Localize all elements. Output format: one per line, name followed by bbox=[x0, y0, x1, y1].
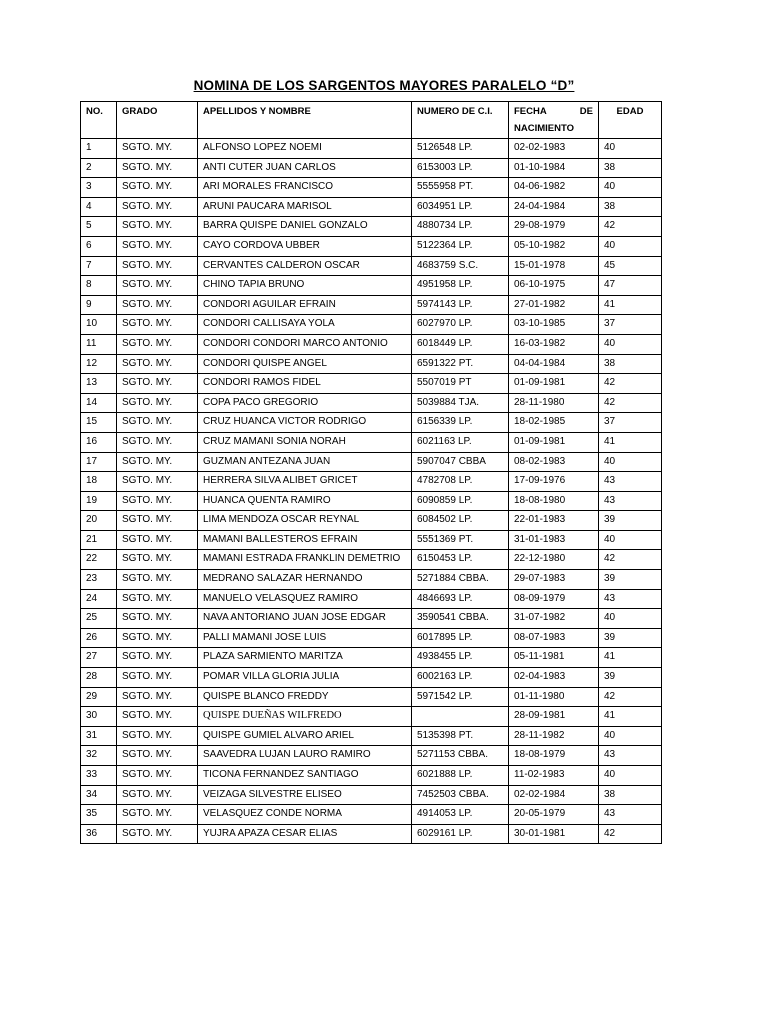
cell-edad: 38 bbox=[599, 354, 662, 374]
cell-edad: 42 bbox=[599, 393, 662, 413]
table-row bbox=[81, 472, 662, 492]
cell-ci bbox=[412, 707, 509, 727]
cell-grado: SGTO. MY. bbox=[117, 374, 198, 394]
cell-nombre: ANTI CUTER JUAN CARLOS bbox=[198, 158, 412, 178]
table-row bbox=[81, 668, 662, 688]
cell-no: 15 bbox=[81, 413, 117, 433]
cell-ci: 5551369 PT. bbox=[412, 530, 509, 550]
cell-no: 20 bbox=[81, 511, 117, 531]
cell-fecha: 02-04-1983 bbox=[509, 668, 599, 688]
table-header-row bbox=[81, 102, 662, 139]
cell-nombre: ALFONSO LOPEZ NOEMI bbox=[198, 139, 412, 159]
cell-nombre: TICONA FERNANDEZ SANTIAGO bbox=[198, 766, 412, 786]
table-row bbox=[81, 393, 662, 413]
cell-nombre: HUANCA QUENTA RAMIRO bbox=[198, 491, 412, 511]
cell-ci: 6002163 LP. bbox=[412, 668, 509, 688]
cell-edad: 43 bbox=[599, 746, 662, 766]
cell-ci: 6084502 LP. bbox=[412, 511, 509, 531]
table-row bbox=[81, 374, 662, 394]
table-row bbox=[81, 746, 662, 766]
cell-no: 36 bbox=[81, 824, 117, 844]
table-row bbox=[81, 178, 662, 198]
table-row bbox=[81, 315, 662, 335]
cell-nombre: CONDORI AGUILAR EFRAIN bbox=[198, 295, 412, 315]
cell-ci: 4846693 LP. bbox=[412, 589, 509, 609]
table-row bbox=[81, 432, 662, 452]
table-row bbox=[81, 766, 662, 786]
cell-ci: 6591322 PT. bbox=[412, 354, 509, 374]
cell-ci: 3590541 CBBA. bbox=[412, 609, 509, 629]
cell-fecha: 05-10-1982 bbox=[509, 236, 599, 256]
cell-no: 5 bbox=[81, 217, 117, 237]
cell-fecha: 28-11-1982 bbox=[509, 726, 599, 746]
table-row bbox=[81, 217, 662, 237]
cell-grado: SGTO. MY. bbox=[117, 197, 198, 217]
cell-grado: SGTO. MY. bbox=[117, 354, 198, 374]
cell-ci: 5122364 LP. bbox=[412, 236, 509, 256]
cell-fecha: 08-09-1979 bbox=[509, 589, 599, 609]
cell-edad: 40 bbox=[599, 726, 662, 746]
cell-nombre: QUISPE GUMIEL ALVARO ARIEL bbox=[198, 726, 412, 746]
header-ci: NUMERO DE C.I. bbox=[412, 102, 509, 139]
cell-edad: 40 bbox=[599, 766, 662, 786]
cell-edad: 41 bbox=[599, 432, 662, 452]
cell-edad: 38 bbox=[599, 158, 662, 178]
table-row bbox=[81, 824, 662, 844]
cell-edad: 37 bbox=[599, 315, 662, 335]
cell-grado: SGTO. MY. bbox=[117, 746, 198, 766]
cell-fecha: 01-11-1980 bbox=[509, 687, 599, 707]
cell-fecha: 22-12-1980 bbox=[509, 550, 599, 570]
cell-ci: 5126548 LP. bbox=[412, 139, 509, 159]
cell-no: 9 bbox=[81, 295, 117, 315]
cell-no: 13 bbox=[81, 374, 117, 394]
cell-no: 3 bbox=[81, 178, 117, 198]
table-row bbox=[81, 570, 662, 590]
cell-fecha: 28-09-1981 bbox=[509, 707, 599, 727]
cell-grado: SGTO. MY. bbox=[117, 570, 198, 590]
cell-no: 19 bbox=[81, 491, 117, 511]
table-row bbox=[81, 609, 662, 629]
cell-grado: SGTO. MY. bbox=[117, 393, 198, 413]
cell-edad: 39 bbox=[599, 570, 662, 590]
table-row bbox=[81, 256, 662, 276]
cell-ci: 4880734 LP. bbox=[412, 217, 509, 237]
cell-ci: 6029161 LP. bbox=[412, 824, 509, 844]
cell-grado: SGTO. MY. bbox=[117, 687, 198, 707]
cell-nombre: PLAZA SARMIENTO MARITZA bbox=[198, 648, 412, 668]
cell-edad: 42 bbox=[599, 687, 662, 707]
cell-grado: SGTO. MY. bbox=[117, 707, 198, 727]
cell-nombre: VEIZAGA SILVESTRE ELISEO bbox=[198, 785, 412, 805]
cell-nombre: HERRERA SILVA ALIBET GRICET bbox=[198, 472, 412, 492]
cell-grado: SGTO. MY. bbox=[117, 315, 198, 335]
cell-nombre: CONDORI CONDORI MARCO ANTONIO bbox=[198, 334, 412, 354]
cell-edad: 40 bbox=[599, 178, 662, 198]
cell-no: 31 bbox=[81, 726, 117, 746]
table-row bbox=[81, 707, 662, 727]
cell-no: 10 bbox=[81, 315, 117, 335]
cell-no: 18 bbox=[81, 472, 117, 492]
cell-grado: SGTO. MY. bbox=[117, 472, 198, 492]
cell-nombre: POMAR VILLA GLORIA JULIA bbox=[198, 668, 412, 688]
cell-no: 2 bbox=[81, 158, 117, 178]
cell-grado: SGTO. MY. bbox=[117, 413, 198, 433]
cell-ci: 5271884 CBBA. bbox=[412, 570, 509, 590]
cell-ci: 5555958 PT. bbox=[412, 178, 509, 198]
table-row bbox=[81, 805, 662, 825]
cell-no: 7 bbox=[81, 256, 117, 276]
cell-edad: 40 bbox=[599, 334, 662, 354]
cell-nombre: QUISPE DUEÑAS WILFREDO bbox=[198, 707, 412, 727]
cell-edad: 40 bbox=[599, 609, 662, 629]
cell-nombre: PALLI MAMANI JOSE LUIS bbox=[198, 628, 412, 648]
cell-edad: 39 bbox=[599, 668, 662, 688]
cell-fecha: 22-01-1983 bbox=[509, 511, 599, 531]
cell-fecha: 31-07-1982 bbox=[509, 609, 599, 629]
cell-edad: 39 bbox=[599, 511, 662, 531]
cell-fecha: 15-01-1978 bbox=[509, 256, 599, 276]
header-nombre: APELLIDOS Y NOMBRE bbox=[198, 102, 412, 139]
cell-nombre: BARRA QUISPE DANIEL GONZALO bbox=[198, 217, 412, 237]
cell-grado: SGTO. MY. bbox=[117, 432, 198, 452]
cell-edad: 38 bbox=[599, 197, 662, 217]
cell-no: 24 bbox=[81, 589, 117, 609]
cell-no: 12 bbox=[81, 354, 117, 374]
cell-nombre: CONDORI QUISPE ANGEL bbox=[198, 354, 412, 374]
cell-fecha: 17-09-1976 bbox=[509, 472, 599, 492]
cell-no: 32 bbox=[81, 746, 117, 766]
cell-edad: 42 bbox=[599, 374, 662, 394]
cell-no: 34 bbox=[81, 785, 117, 805]
cell-no: 35 bbox=[81, 805, 117, 825]
cell-fecha: 04-06-1982 bbox=[509, 178, 599, 198]
cell-ci: 5907047 CBBA bbox=[412, 452, 509, 472]
cell-grado: SGTO. MY. bbox=[117, 511, 198, 531]
cell-nombre: MEDRANO SALAZAR HERNANDO bbox=[198, 570, 412, 590]
cell-fecha: 27-01-1982 bbox=[509, 295, 599, 315]
cell-edad: 41 bbox=[599, 295, 662, 315]
cell-nombre: COPA PACO GREGORIO bbox=[198, 393, 412, 413]
table-body bbox=[81, 139, 662, 844]
cell-fecha: 04-04-1984 bbox=[509, 354, 599, 374]
cell-ci: 6018449 LP. bbox=[412, 334, 509, 354]
cell-ci: 4782708 LP. bbox=[412, 472, 509, 492]
cell-fecha: 31-01-1983 bbox=[509, 530, 599, 550]
table-row bbox=[81, 550, 662, 570]
table-row bbox=[81, 236, 662, 256]
cell-fecha: 01-09-1981 bbox=[509, 432, 599, 452]
cell-ci: 5135398 PT. bbox=[412, 726, 509, 746]
cell-edad: 43 bbox=[599, 589, 662, 609]
cell-ci: 6090859 LP. bbox=[412, 491, 509, 511]
cell-nombre: VELASQUEZ CONDE NORMA bbox=[198, 805, 412, 825]
cell-nombre: YUJRA APAZA CESAR ELIAS bbox=[198, 824, 412, 844]
cell-edad: 42 bbox=[599, 217, 662, 237]
cell-no: 4 bbox=[81, 197, 117, 217]
cell-no: 17 bbox=[81, 452, 117, 472]
cell-grado: SGTO. MY. bbox=[117, 256, 198, 276]
cell-fecha: 29-07-1983 bbox=[509, 570, 599, 590]
header-grado: GRADO bbox=[117, 102, 198, 139]
cell-edad: 39 bbox=[599, 628, 662, 648]
cell-grado: SGTO. MY. bbox=[117, 668, 198, 688]
cell-nombre: MAMANI BALLESTEROS EFRAIN bbox=[198, 530, 412, 550]
cell-fecha: 08-07-1983 bbox=[509, 628, 599, 648]
cell-grado: SGTO. MY. bbox=[117, 276, 198, 296]
cell-no: 22 bbox=[81, 550, 117, 570]
cell-grado: SGTO. MY. bbox=[117, 726, 198, 746]
cell-no: 1 bbox=[81, 139, 117, 159]
cell-nombre: CERVANTES CALDERON OSCAR bbox=[198, 256, 412, 276]
cell-edad: 41 bbox=[599, 707, 662, 727]
cell-no: 16 bbox=[81, 432, 117, 452]
cell-ci: 5039884 TJA. bbox=[412, 393, 509, 413]
cell-fecha: 29-08-1979 bbox=[509, 217, 599, 237]
cell-no: 26 bbox=[81, 628, 117, 648]
cell-nombre: NAVA ANTORIANO JUAN JOSE EDGAR bbox=[198, 609, 412, 629]
roster-table bbox=[80, 101, 662, 844]
cell-ci: 6153003 LP. bbox=[412, 158, 509, 178]
cell-no: 6 bbox=[81, 236, 117, 256]
cell-fecha: 18-08-1980 bbox=[509, 491, 599, 511]
cell-fecha: 02-02-1984 bbox=[509, 785, 599, 805]
cell-ci: 6027970 LP. bbox=[412, 315, 509, 335]
cell-nombre: CHINO TAPIA BRUNO bbox=[198, 276, 412, 296]
cell-edad: 40 bbox=[599, 236, 662, 256]
cell-fecha: 11-02-1983 bbox=[509, 766, 599, 786]
cell-nombre: CONDORI RAMOS FIDEL bbox=[198, 374, 412, 394]
cell-no: 30 bbox=[81, 707, 117, 727]
cell-ci: 7452503 CBBA. bbox=[412, 785, 509, 805]
cell-ci: 4938455 LP. bbox=[412, 648, 509, 668]
header-edad: EDAD bbox=[599, 102, 662, 139]
cell-edad: 40 bbox=[599, 530, 662, 550]
cell-nombre: CRUZ MAMANI SONIA NORAH bbox=[198, 432, 412, 452]
cell-grado: SGTO. MY. bbox=[117, 824, 198, 844]
cell-ci: 6156339 LP. bbox=[412, 413, 509, 433]
header-no: NO. bbox=[81, 102, 117, 139]
cell-fecha: 18-02-1985 bbox=[509, 413, 599, 433]
cell-grado: SGTO. MY. bbox=[117, 785, 198, 805]
cell-no: 14 bbox=[81, 393, 117, 413]
cell-edad: 43 bbox=[599, 491, 662, 511]
cell-nombre: CONDORI CALLISAYA YOLA bbox=[198, 315, 412, 335]
table-row bbox=[81, 628, 662, 648]
cell-ci: 5507019 PT bbox=[412, 374, 509, 394]
cell-grado: SGTO. MY. bbox=[117, 530, 198, 550]
cell-edad: 43 bbox=[599, 472, 662, 492]
cell-grado: SGTO. MY. bbox=[117, 217, 198, 237]
table-row bbox=[81, 648, 662, 668]
cell-ci: 4951958 LP. bbox=[412, 276, 509, 296]
cell-no: 27 bbox=[81, 648, 117, 668]
cell-no: 8 bbox=[81, 276, 117, 296]
cell-fecha: 20-05-1979 bbox=[509, 805, 599, 825]
cell-ci: 6150453 LP. bbox=[412, 550, 509, 570]
cell-grado: SGTO. MY. bbox=[117, 295, 198, 315]
cell-nombre: MANUELO VELASQUEZ RAMIRO bbox=[198, 589, 412, 609]
cell-nombre: SAAVEDRA LUJAN LAURO RAMIRO bbox=[198, 746, 412, 766]
cell-grado: SGTO. MY. bbox=[117, 334, 198, 354]
cell-nombre: CAYO CORDOVA UBBER bbox=[198, 236, 412, 256]
cell-nombre: MAMANI ESTRADA FRANKLIN DEMETRIO bbox=[198, 550, 412, 570]
table-row bbox=[81, 295, 662, 315]
cell-no: 11 bbox=[81, 334, 117, 354]
cell-grado: SGTO. MY. bbox=[117, 452, 198, 472]
cell-grado: SGTO. MY. bbox=[117, 805, 198, 825]
cell-ci: 6021888 LP. bbox=[412, 766, 509, 786]
table-row bbox=[81, 726, 662, 746]
table-row bbox=[81, 785, 662, 805]
cell-grado: SGTO. MY. bbox=[117, 236, 198, 256]
cell-ci: 5971542 LP. bbox=[412, 687, 509, 707]
cell-grado: SGTO. MY. bbox=[117, 628, 198, 648]
cell-edad: 42 bbox=[599, 824, 662, 844]
cell-ci: 6021163 LP. bbox=[412, 432, 509, 452]
table-row bbox=[81, 452, 662, 472]
cell-nombre: ARI MORALES FRANCISCO bbox=[198, 178, 412, 198]
cell-fecha: 16-03-1982 bbox=[509, 334, 599, 354]
cell-edad: 40 bbox=[599, 452, 662, 472]
cell-fecha: 28-11-1980 bbox=[509, 393, 599, 413]
cell-ci: 5974143 LP. bbox=[412, 295, 509, 315]
cell-edad: 37 bbox=[599, 413, 662, 433]
cell-fecha: 02-02-1983 bbox=[509, 139, 599, 159]
cell-grado: SGTO. MY. bbox=[117, 550, 198, 570]
cell-edad: 45 bbox=[599, 256, 662, 276]
cell-fecha: 01-10-1984 bbox=[509, 158, 599, 178]
table-row bbox=[81, 687, 662, 707]
cell-grado: SGTO. MY. bbox=[117, 178, 198, 198]
cell-grado: SGTO. MY. bbox=[117, 139, 198, 159]
table-row bbox=[81, 491, 662, 511]
cell-fecha: 30-01-1981 bbox=[509, 824, 599, 844]
table-row bbox=[81, 511, 662, 531]
cell-nombre: QUISPE BLANCO FREDDY bbox=[198, 687, 412, 707]
cell-grado: SGTO. MY. bbox=[117, 766, 198, 786]
table-row bbox=[81, 530, 662, 550]
cell-no: 28 bbox=[81, 668, 117, 688]
cell-fecha: 18-08-1979 bbox=[509, 746, 599, 766]
cell-grado: SGTO. MY. bbox=[117, 589, 198, 609]
cell-edad: 47 bbox=[599, 276, 662, 296]
cell-nombre: GUZMAN ANTEZANA JUAN bbox=[198, 452, 412, 472]
cell-fecha: 24-04-1984 bbox=[509, 197, 599, 217]
cell-ci: 5271153 CBBA. bbox=[412, 746, 509, 766]
cell-fecha: 05-11-1981 bbox=[509, 648, 599, 668]
cell-ci: 6017895 LP. bbox=[412, 628, 509, 648]
table-row bbox=[81, 589, 662, 609]
cell-grado: SGTO. MY. bbox=[117, 648, 198, 668]
table-row bbox=[81, 158, 662, 178]
table-row bbox=[81, 413, 662, 433]
table-row bbox=[81, 354, 662, 374]
cell-ci: 4683759 S.C. bbox=[412, 256, 509, 276]
cell-fecha: 06-10-1975 bbox=[509, 276, 599, 296]
cell-edad: 38 bbox=[599, 785, 662, 805]
table-row bbox=[81, 197, 662, 217]
cell-edad: 43 bbox=[599, 805, 662, 825]
cell-fecha: 03-10-1985 bbox=[509, 315, 599, 335]
table-row bbox=[81, 334, 662, 354]
cell-no: 33 bbox=[81, 766, 117, 786]
cell-grado: SGTO. MY. bbox=[117, 158, 198, 178]
cell-no: 29 bbox=[81, 687, 117, 707]
cell-fecha: 01-09-1981 bbox=[509, 374, 599, 394]
cell-grado: SGTO. MY. bbox=[117, 609, 198, 629]
header-fecha: FECHA DE NACIMIENTO bbox=[509, 102, 599, 139]
cell-ci: 4914053 LP. bbox=[412, 805, 509, 825]
page-title: NOMINA DE LOS SARGENTOS MAYORES PARALELO “D” bbox=[193, 78, 575, 93]
cell-edad: 41 bbox=[599, 648, 662, 668]
table-row bbox=[81, 276, 662, 296]
cell-nombre: CRUZ HUANCA VICTOR RODRIGO bbox=[198, 413, 412, 433]
cell-ci: 6034951 LP. bbox=[412, 197, 509, 217]
cell-no: 21 bbox=[81, 530, 117, 550]
table-row bbox=[81, 139, 662, 159]
cell-edad: 40 bbox=[599, 139, 662, 159]
cell-edad: 42 bbox=[599, 550, 662, 570]
cell-nombre: ARUNI PAUCARA MARISOL bbox=[198, 197, 412, 217]
cell-fecha: 08-02-1983 bbox=[509, 452, 599, 472]
cell-nombre: LIMA MENDOZA OSCAR REYNAL bbox=[198, 511, 412, 531]
cell-grado: SGTO. MY. bbox=[117, 491, 198, 511]
cell-no: 25 bbox=[81, 609, 117, 629]
cell-no: 23 bbox=[81, 570, 117, 590]
